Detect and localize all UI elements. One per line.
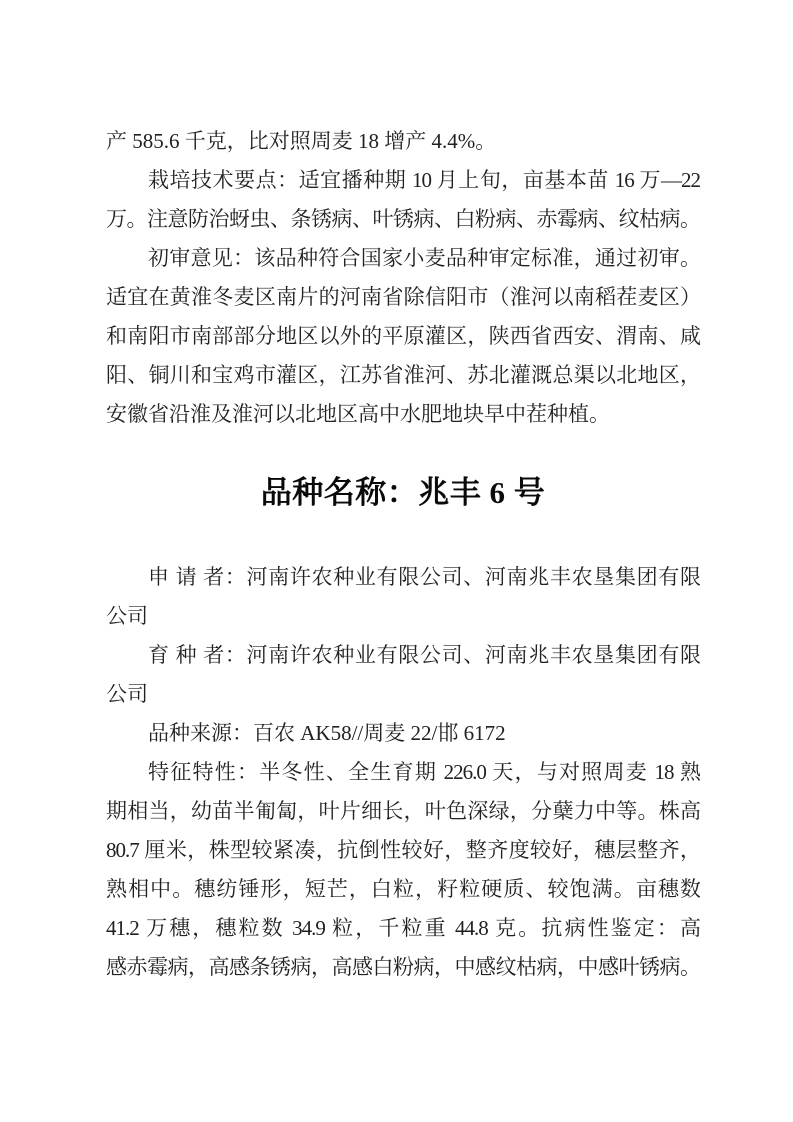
paragraph-line: 和南阳市南部部分地区以外的平原灌区，陕西省西安、渭南、咸 [106,324,700,348]
paragraph-line: 初审意见：该品种符合国家小麦品种审定标准，通过初审。 [148,246,700,270]
variety-heading: 品种名称：兆丰 6 号 [260,475,546,510]
paragraph-line: 适宜在黄淮冬麦区南片的河南省除信阳市（淮河以南稻茬麦区） [106,285,700,309]
paragraph-line: 阳、铜川和宝鸡市灌区，江苏省淮河、苏北灌溉总渠以北地区， [106,363,700,387]
paragraph-line: 41.2 万穗，穗粒数 34.9 粒，千粒重 44.8 克。抗病性鉴定：高 [106,916,700,940]
paragraph-line: 万。注意防治蚜虫、条锈病、叶锈病、白粉病、赤霉病、纹枯病。 [106,207,700,231]
paragraph-line: 感赤霉病，高感条锈病，高感白粉病，中感纹枯病，中感叶锈病。 [106,955,700,979]
variety-section [106,558,700,987]
paragraph-line: 育 种 者：河南许农种业有限公司、河南兆丰农垦集团有限 [148,643,700,667]
paragraph-line: 特征特性：半冬性、全生育期 226.0 天，与对照周麦 18 熟 [148,760,700,784]
paragraph-line: 80.7 厘米，株型较紧凑，抗倒性较好，整齐度较好，穗层整齐， [106,838,700,862]
paragraph-line: 栽培技术要点：适宜播种期 10 月上旬，亩基本苗 16 万—22 [148,168,700,192]
paragraph-line: 申 请 者：河南许农种业有限公司、河南兆丰农垦集团有限 [148,565,700,589]
paragraph-line: 熟相中。穗纺锤形，短芒，白粒，籽粒硬质、较饱满。亩穗数 [106,877,700,901]
paragraph-line: 安徽省沿淮及淮河以北地区高中水肥地块早中茬种植。 [106,402,610,426]
paragraph-line: 产 585.6 千克，比对照周麦 18 增产 4.4%。 [106,129,497,153]
paragraph-line: 公司 [106,682,148,706]
paragraph-line: 期相当，幼苗半匍匐，叶片细长，叶色深绿，分蘖力中等。株高 [106,799,700,823]
paragraph-line: 公司 [106,604,148,628]
review-section [106,122,700,434]
paragraph-line: 品种来源：百农 AK58//周麦 22/邯 6172 [148,721,506,745]
